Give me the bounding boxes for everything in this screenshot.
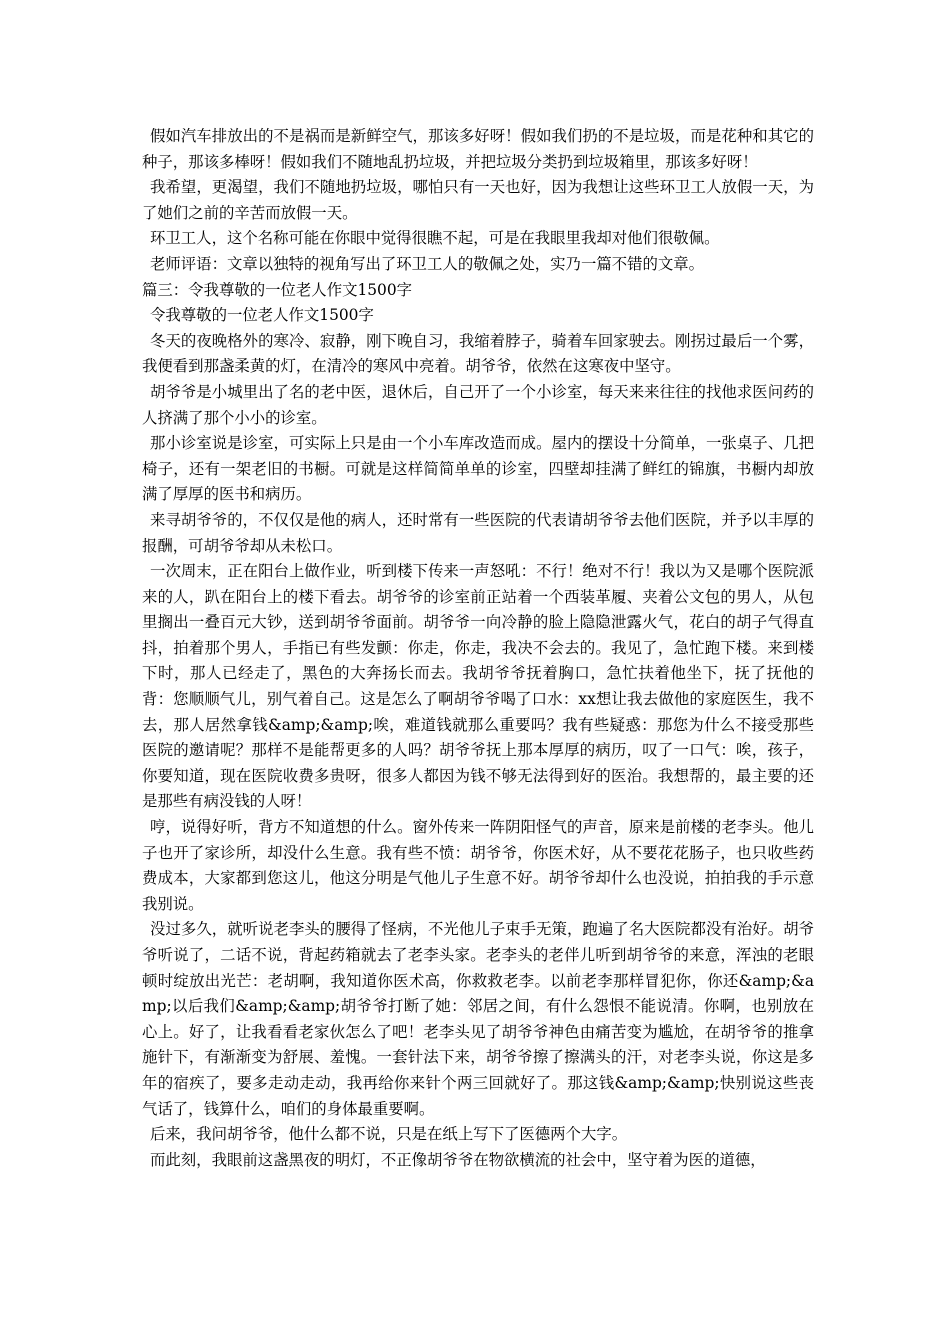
- essay-title: 令我尊敬的一位老人作文1500字: [150, 306, 374, 325]
- paragraph-weekend: 一次周末，正在阳台上做作业，听到楼下传来一声怒吼：不行！绝对不行！我以为又是哪个医院派来的人，趴在阳台上的楼下看去。胡爷爷的诊室前正站着一个西装革履、夹着公文包的男人，从包里搁出一叠百元大钞，送到胡爷爷面前。胡爷爷一向冷静的脸上隐隐泄露火气，花白的胡子气得直抖，拍着那个男人，手指已有些发颤：你走，你走，我决不会去的。我见了，急忙跑下楼。来到楼下时，那人已经走了，黑色的大奔扬长而去。我胡爷爷抚着胸口，急忙扶着他坐下，抚了抚他的背：您顺顺气儿，别气着自己。这是怎么了啊胡爷爷喝了口水：xx想让我去做他的家庭医生，我不去，那人居然拿钱&amp;&amp;唉，难道钱就那么重要吗？我有些疑惑：那您为什么不接受那些医院的邀请呢？那样不是能帮更多的人吗？胡爷爷抚上那本厚厚的病历，叹了一口气：唉，孩子，你要知道，现在医院收费多贵呀，很多人都因为钱不够无法得到好的医治。我想帮的，最主要的还是那些有病没钱的人呀！: [142, 562, 814, 811]
- section-heading: 篇三：令我尊敬的一位老人作文1500字: [142, 280, 413, 299]
- paragraph-teacher-comment: 老师评语：文章以独特的视角写出了环卫工人的敬佩之处，实乃一篇不错的文章。: [150, 254, 705, 273]
- paragraph-neighbor: 哼，说得好听，背方不知道想的什么。窗外传来一阵阴阳怪气的声音，原来是前楼的老李头。他儿子也开了家诊所，却没什么生意。我有些不愤：胡爷爷，你医术好，从不要花花肠子，也只收些药费成本，大家都到您这儿，他这分明是气他儿子生意不好。胡爷爷却什么也没说，拍拍我的手示意我别说。: [142, 818, 814, 913]
- paragraph-winter-night: 冬天的夜晚格外的寒冷、寂静，刚下晚自习，我缩着脖子，骑着车回家驶去。刚拐过最后一个雾，我便看到那盏柔黄的灯，在清冷的寒风中亮着。胡爷爷，依然在这寒夜中坚守。: [142, 331, 814, 376]
- paragraph-illness: 没过多久，就听说老李头的腰得了怪病，不光他儿子束手无策，跑遍了名大医院都没有治好。胡爷爷听说了，二话不说，背起药箱就去了老李头家。老李头的老伴儿听到胡爷爷的来意，浑浊的老眼顿时绽放出光芒：老胡啊，我知道你医术高，你救救老李。以前老李那样冒犯你，你还&amp;&amp;以后我们&amp;&amp;胡爷爷打断了她：邻居之间，有什么怨恨不能说清。你啊，也别放在心上。好了，让我看看老家伙怎么了吧！老李头见了胡爷爷神色由痛苦变为尴尬，在胡爷爷的推拿施针下，有渐渐变为舒展、羞愧。一套针法下来，胡爷爷擦了擦满头的汗，对老李头说，你这是多年的宿疾了，要多走动走动，我再给你来针个两三回就好了。那这钱&amp;&amp;快别说这些丧气话了，钱算什么，咱们的身体最重要啊。: [142, 920, 814, 1118]
- paragraph-old-doctor: 胡爷爷是小城里出了名的老中医，退休后，自己开了一个小诊室，每天来来往往的找他求医问药的人挤满了那个小小的诊室。: [142, 382, 814, 427]
- paragraph-closing: 而此刻，我眼前这盏黑夜的明灯，不正像胡爷爷在物欲横流的社会中，坚守着为医的道德，: [150, 1150, 766, 1169]
- document-body: [142, 124, 814, 1173]
- paragraph-hope: 我希望，更渴望，我们不随地扔垃圾，哪怕只有一天也好，因为我想让这些环卫工人放假一天，为了她们之前的辛苦而放假一天。: [142, 178, 814, 222]
- paragraph-visitors: 来寻胡爷爷的，不仅仅是他的病人，还时常有一些医院的代表请胡爷爷去他们医院，并予以丰厚的报酬，可胡爷爷却从未松口。: [142, 510, 814, 555]
- paragraph-sanitation-workers: 环卫工人，这个名称可能在你眼中觉得很瞧不起，可是在我眼里我却对他们很敬佩。: [150, 229, 720, 248]
- paragraph-clinic: 那小诊室说是诊室，可实际上只是由一个小车库改造而成。屋内的摆设十分简单，一张桌子、几把椅子，还有一架老旧的书橱。可就是这样简简单单的诊室，四壁却挂满了鲜红的锦旗，书橱内却放满了厚厚的医书和病历。: [142, 434, 814, 504]
- paragraph-later: 后来，我问胡爷爷，他什么都不说，只是在纸上写下了医德两个大字。: [150, 1125, 628, 1144]
- paragraph-fresh-air: 假如汽车排放出的不是祸而是新鲜空气，那该多好呀！假如我们扔的不是垃圾，而是花种和其它的种子，那该多棒呀！假如我们不随地乱扔垃圾，并把垃圾分类扔到垃圾箱里，那该多好呀！: [142, 127, 814, 171]
